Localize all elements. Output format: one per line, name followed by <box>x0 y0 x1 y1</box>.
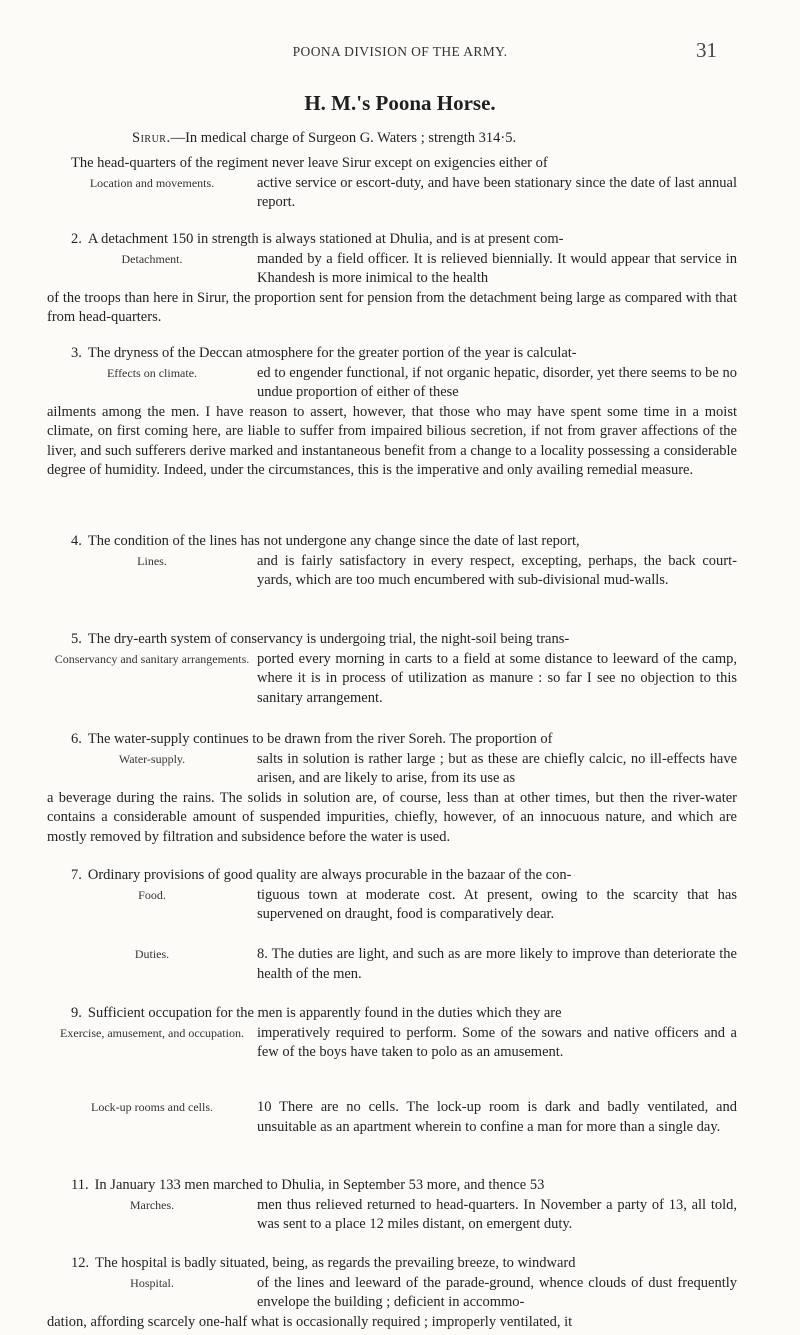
paragraph-number: 6. <box>71 731 82 747</box>
margin-note: Hospital. <box>130 1275 174 1290</box>
paragraph-8 <box>47 945 737 984</box>
paragraph-tail-text: dation, affording scarcely one-half what is occasionally required ; improperly ventilated, it <box>47 1313 573 1330</box>
paragraph-side-text: salts in solution is rather large ; but as these are chiefly calcic, no ill-effects have arisen, and are likely to arise, from its use as <box>257 750 737 786</box>
paragraph-number: 4. <box>71 533 82 549</box>
paragraph-side-text: 8. The duties are light, and such as are more likely to improve than deteriorate the health of the men. <box>257 946 737 982</box>
paragraph-first-line: In January 133 men marched to Dhulia, in September 53 more, and thence 53 <box>94 1177 545 1193</box>
margin-note: Location and movements. <box>89 175 215 190</box>
paragraph-side-text: tiguous town at moderate cost. At present, owing to the scarcity that has supervened on draught, food is comparatively dear. <box>257 886 737 922</box>
paragraph-side-text: ported every morning in carts to a field at some distance to leeward of the camp, where it is in process of utilization as manure : so far I see no objection to this sanitary arrangement. <box>257 650 737 706</box>
margin-note: Conservancy and sanitary arrangements. <box>54 651 250 666</box>
paragraph-6 <box>47 730 737 847</box>
paragraph-10 <box>47 1098 737 1137</box>
paragraph-side-text: and is fairly satisfactory in every respect, excepting, perhaps, the back court-yards, which are too much encumbered with sub-divisional mud-walls. <box>257 552 737 588</box>
paragraph-side-text: ed to engender functional, if not organic hepatic, disorder, yet there seems to be no undue proportion of either of these <box>257 364 737 400</box>
paragraph-first-line: A detachment 150 in strength is always stationed at Dhulia, and is at present com- <box>87 231 564 247</box>
paragraph-5 <box>47 630 737 708</box>
paragraph-number: 11. <box>71 1177 89 1193</box>
page-number: 31 <box>696 38 717 62</box>
paragraph-tail-text: of the troops than here in Sirur, the proportion sent for pension from the detachment being large as compared with that from head-quarters. <box>47 289 737 325</box>
paragraph-number: 12. <box>71 1255 90 1271</box>
paragraph-2 <box>47 230 737 328</box>
running-head: POONA DIVISION OF THE ARMY. <box>292 44 508 59</box>
paragraph-number: 9. <box>71 1005 82 1021</box>
paragraph-12 <box>47 1254 737 1332</box>
paragraph-side-text: 10 There are no cells. The lock-up room is dark and badly ventilated, and unsuitable as an apartment wherein to confine a man for more than a single day. <box>257 1099 737 1135</box>
paragraph-side-text: manded by a field officer. It is relieved biennially. It would appear that service in Khandesh is more inimical to the health <box>257 250 737 286</box>
paragraph-first-line: The dryness of the Deccan atmosphere for the greater portion of the year is calculat- <box>87 345 577 361</box>
margin-note: Effects on climate. <box>106 365 198 380</box>
margin-note: Detachment. <box>121 251 183 266</box>
paragraph-tail-text: ailments among the men. I have reason to assert, however, that those who may have spent some time in a moist climate, on first coming here, are liable to suffer from impaired bilious secretion, if not from graver affections of the liver, and such sufferers derive marked and instantaneous benefit from a change to a locality possessing a considerable degree of humidity. Indeed, under the circumstances, this is the imperative and only availing remedial measure. <box>47 403 737 478</box>
section-title: H. M.'s Poona Horse. <box>304 91 496 115</box>
intro-text: —In medical charge of Surgeon G. Waters ; strength 314·5. <box>170 130 517 146</box>
paragraph-number: 5. <box>71 631 82 647</box>
paragraph-side-text: of the lines and leeward of the parade-ground, whence clouds of dust frequently envelope the building ; deficient in accommo- <box>257 1274 737 1310</box>
intro-place: Sirur. <box>132 130 171 146</box>
margin-note: Lock-up rooms and cells. <box>91 1100 213 1114</box>
paragraph-number: 2. <box>71 231 82 247</box>
paragraph-first-line: The head-quarters of the regiment never leave Sirur except on exigencies either of <box>71 155 548 171</box>
paragraph-11 <box>47 1176 737 1235</box>
paragraph-9 <box>47 1004 737 1063</box>
margin-note: Duties. <box>134 947 170 961</box>
margin-note: Lines. <box>137 553 167 568</box>
margin-note: Food. <box>138 887 166 902</box>
intro-paragraph <box>100 128 740 148</box>
paragraph-side-text: active service or escort-duty, and have been stationary since the date of last annual report. <box>257 174 737 210</box>
paragraph-first-line: The hospital is badly situated, being, as regards the prevailing breeze, to windward <box>95 1255 576 1271</box>
paragraph-first-line: The water-supply continues to be drawn from the river Soreh. The proportion of <box>87 731 553 747</box>
paragraph-first-line: The dry-earth system of conservancy is undergoing trial, the night-soil being trans- <box>87 631 570 647</box>
paragraph-tail-text: a beverage during the rains. The solids in solution are, of course, less than at other times, but then the river-water contains a considerable amount of suspended impurities, chiefly, however, of an innocuous nature, and which are mostly removed by filtration and subsidence before the water is used. <box>47 789 737 845</box>
paragraph-side-text: imperatively required to perform. Some of the sowars and native officers and a few of the boys have taken to polo as an amusement. <box>257 1024 737 1060</box>
margin-note: Water-supply. <box>118 751 186 766</box>
paragraph-7 <box>47 866 737 925</box>
paragraph-first-line: Sufficient occupation for the men is apparently found in the duties which they are <box>87 1005 562 1021</box>
margin-note: Marches. <box>129 1197 175 1212</box>
paragraph-number: 7. <box>71 867 82 883</box>
paragraph-first-line: Ordinary provisions of good quality are always procurable in the bazaar of the con- <box>87 867 572 883</box>
paragraph-3 <box>47 344 737 481</box>
paragraph-side-text: men thus relieved returned to head-quarters. In November a party of 13, all told, was sent to a place 12 miles distant, on emergent duty. <box>257 1196 737 1232</box>
margin-note: Exercise, amusement, and occupation. <box>60 1025 244 1040</box>
paragraph-number: 3. <box>71 345 82 361</box>
paragraph-1 <box>47 154 737 213</box>
paragraph-first-line: The condition of the lines has not undergone any change since the date of last report, <box>87 533 580 549</box>
paragraph-4 <box>47 532 737 591</box>
